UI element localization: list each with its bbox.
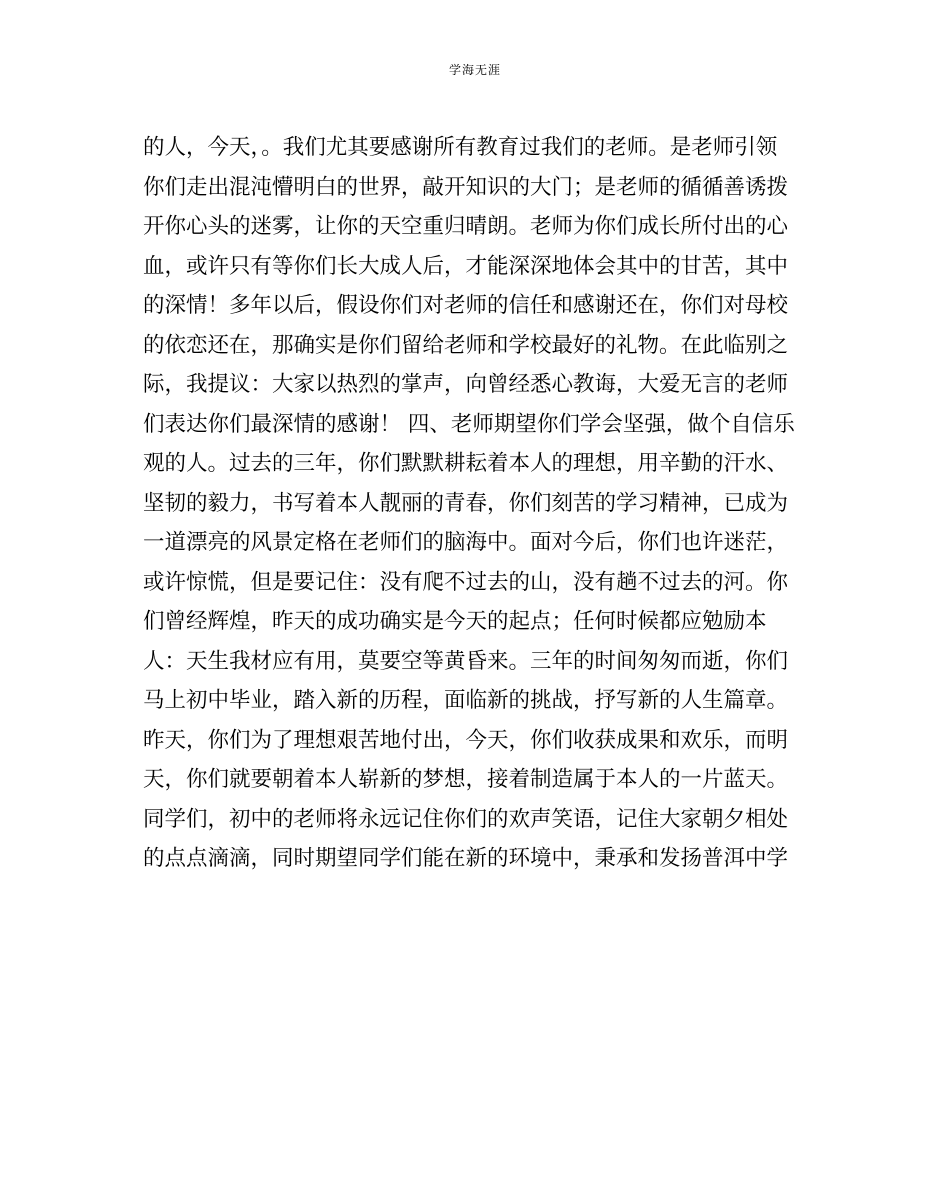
page-header: 学海无涯 <box>448 63 501 77</box>
text-line: 观的人。过去的三年，你们默默耕耘着本人的理想，用辛勤的汗水、 <box>143 451 789 476</box>
text-line: 坚韧的毅力，书写着本人靓丽的青春，你们刻苦的学习精神，已成为 <box>143 490 789 516</box>
text-line: 天，你们就要朝着本人崭新的梦想，接着制造属于本人的一片蓝天。 <box>143 767 789 792</box>
text-line: 们表达你们最深情的感谢！ 四、老师期望你们学会坚强，做个自信乐 <box>143 411 795 437</box>
document-body <box>143 128 823 879</box>
text-line: 血，或许只有等你们长大成人后，才能深深地体会其中的甘苦，其中 <box>143 253 789 279</box>
text-line: 际，我提议：大家以热烈的掌声，向曾经悉心教诲，大爱无言的老师 <box>143 372 789 397</box>
text-line: 们曾经辉煌，昨天的成功确实是今天的起点；任何时候都应勉励本 <box>143 609 767 634</box>
text-line: 或许惊慌，但是要记住：没有爬不过去的山，没有趟不过去的河。你 <box>143 569 789 595</box>
text-line: 的依恋还在，那确实是你们留给老师和学校最好的礼物。在此临别之 <box>143 332 789 358</box>
text-line: 马上初中毕业，踏入新的历程，面临新的挑战，抒写新的人生篇章。 <box>143 688 789 713</box>
text-line: 同学们，初中的老师将永远记住你们的欢声笑语，记住大家朝夕相处 <box>143 806 789 832</box>
text-line: 人：天生我材应有用，莫要空等黄昏来。三年的时间匆匆而逝，你们 <box>143 648 789 674</box>
text-line: 开你心头的迷雾，让你的天空重归晴朗。老师为你们成长所付出的心 <box>143 214 789 239</box>
text-line: 的深情！多年以后，假设你们对老师的信任和感谢还在，你们对母校 <box>143 293 789 318</box>
text-line: 昨天，你们为了理想艰苦地付出，今天，你们收获成果和欢乐，而明 <box>143 727 789 753</box>
text-line: 一道漂亮的风景定格在老师们的脑海中。面对今后，你们也许迷茫， <box>143 530 789 555</box>
text-line: 的点点滴滴，同时期望同学们能在新的环境中，秉承和发扬普洱中学 <box>143 846 789 871</box>
text-line: 的人，今天，。我们尤其要感谢所有教育过我们的老师。是老师引领 <box>143 135 778 160</box>
text-line: 你们走出混沌懵明白的世界，敲开知识的大门；是老师的循循善诱拨 <box>143 174 789 200</box>
